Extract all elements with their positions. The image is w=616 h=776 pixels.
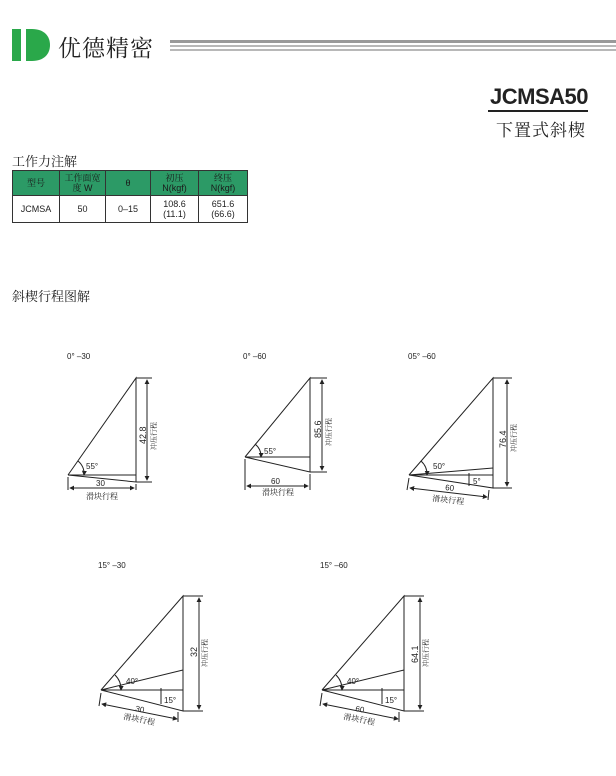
angle-arc [115,675,121,690]
model-code: JCMSA50 [490,84,588,109]
press-value: 85.6 [313,420,323,438]
diagram-title: 0° –60 [243,352,267,361]
slide-value: 60 [271,477,280,486]
diagram-05-60 [407,352,518,506]
section-title-stroke-diagrams: 斜楔行程图解 [12,290,91,305]
slide-value: 60 [354,704,366,715]
angle-arc [421,461,427,475]
wedge-triangle [68,378,136,482]
press-label: 冲压行程 [151,422,158,450]
angle-label: 40° [126,677,139,686]
diagram-title: 15° –30 [98,561,126,570]
header-initial-force: 初压 N(kgf) [151,171,199,196]
incline-label: 15° [385,696,398,705]
header-width: 工作面宽 度 W [60,171,106,196]
angle-arc [78,461,84,475]
diagram-0-60 [243,352,333,497]
section-title-work-notes: 工作力注解 [12,155,78,170]
diagram-title: 0° –30 [67,352,91,361]
angle-label: 55° [264,447,277,456]
diagram-title: 15° –60 [320,561,348,570]
wedge-triangle [101,596,183,711]
incline-line [322,670,404,690]
angle-label: 40° [347,677,360,686]
header-theta: θ [106,171,151,196]
press-value: 42.8 [138,426,148,444]
slide-label: 滑块行程 [262,488,294,497]
slide-value: 30 [96,479,105,488]
angle-arc [255,444,261,457]
header-final-force: 终压 N(kgf) [199,171,248,196]
diagram-title: 05° –60 [408,352,436,361]
incline-label: 5° [473,477,481,486]
angle-label: 55° [86,462,99,471]
wedge-triangle [245,378,310,472]
slide-value: 30 [134,704,146,715]
diagram-0-30 [67,352,158,501]
cell-final-force: 651.6 (66.6) [199,196,248,223]
press-label: 冲压行程 [511,424,518,452]
angle-label: 50° [433,462,446,471]
brand-name: 优德精密 [58,36,154,62]
header-model: 型号 [13,171,60,196]
cell-theta: 0–15 [106,196,151,223]
incline-line [409,468,493,475]
angle-arc [336,675,342,690]
press-label: 冲压行程 [423,639,430,667]
press-value: 64.1 [410,645,420,663]
wedge-triangle [322,596,404,711]
press-value: 76.4 [498,430,508,448]
slide-label: 滑块行程 [86,492,118,501]
cell-width: 50 [60,196,106,223]
cell-model: JCMSA [13,196,60,223]
slide-label: 滑块行程 [431,494,465,507]
incline-label: 15° [164,696,177,705]
press-value: 32 [189,646,199,657]
slide-label: 滑块行程 [122,712,156,728]
press-label: 冲压行程 [202,639,209,667]
incline-line [101,670,183,690]
cell-initial-force: 108.6 (11.1) [151,196,199,223]
slide-label: 滑块行程 [342,712,376,728]
press-label: 冲压行程 [326,418,333,446]
slide-value: 60 [444,483,455,493]
diagram-15-30 [98,561,209,727]
diagram-15-60 [320,561,430,727]
model-name: 下置式斜楔 [496,121,586,141]
